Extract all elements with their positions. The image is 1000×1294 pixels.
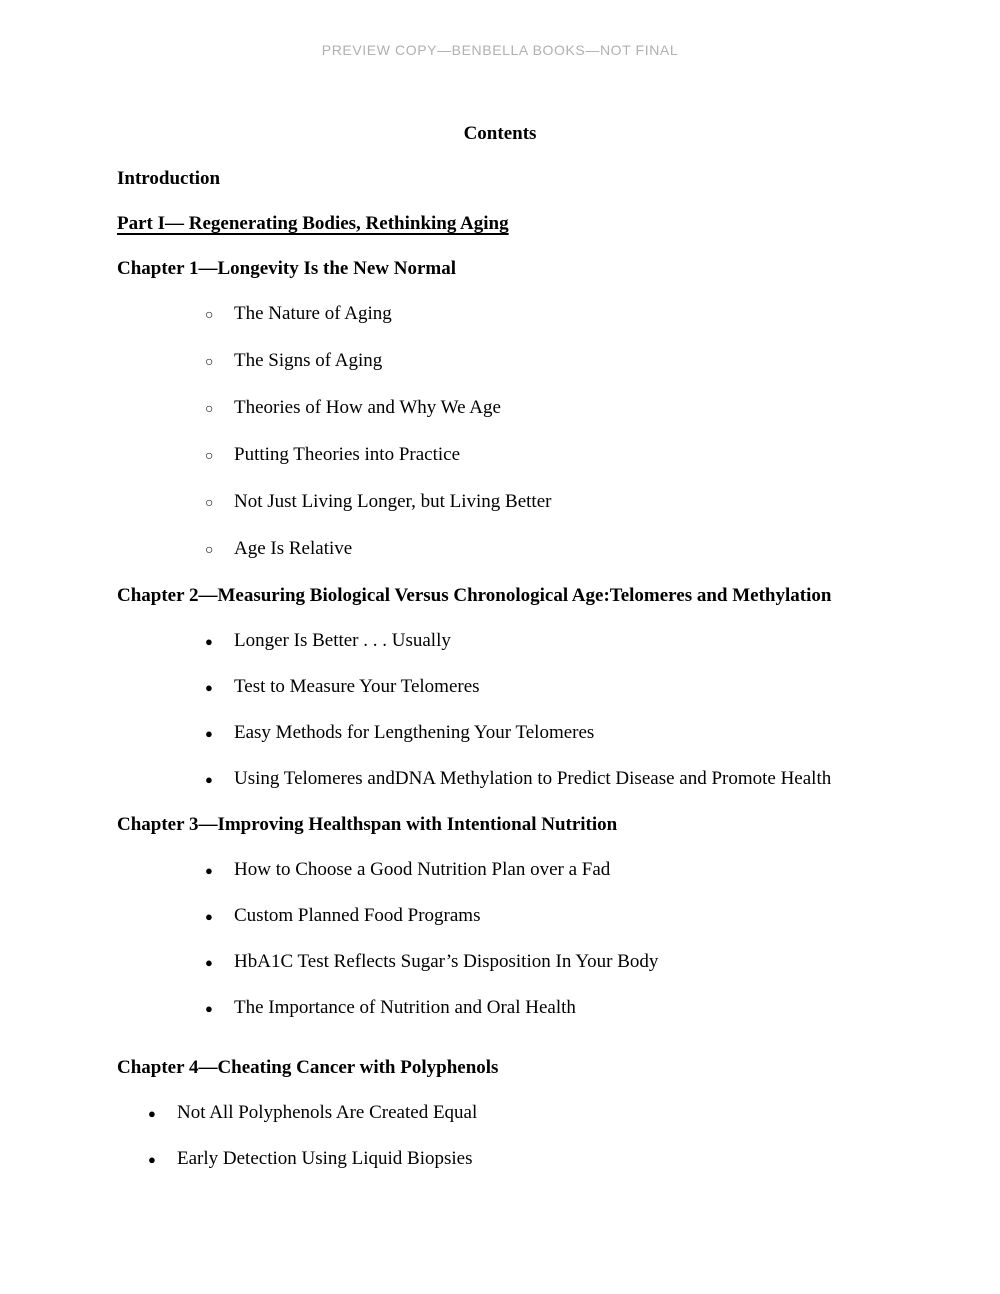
circle-bullet-icon: ○ bbox=[205, 308, 214, 323]
toc-item bbox=[117, 893, 960, 939]
page-title: Contents bbox=[463, 123, 537, 144]
toc-item bbox=[117, 432, 960, 479]
toc-item bbox=[117, 526, 960, 573]
chapter-heading: Chapter 1—Longevity Is the New Normal bbox=[117, 258, 456, 279]
toc-item-label: Early Detection Using Liquid Biopsies bbox=[177, 1148, 473, 1169]
toc-section bbox=[117, 246, 960, 573]
chapter-heading: Chapter 4—Cheating Cancer with Polyphenols bbox=[117, 1057, 499, 1078]
toc-section bbox=[117, 201, 960, 246]
circle-bullet-icon: ○ bbox=[205, 543, 214, 558]
toc-item-label: Putting Theories into Practice bbox=[234, 444, 461, 465]
toc-item-label: Custom Planned Food Programs bbox=[234, 905, 481, 926]
toc-item bbox=[117, 710, 960, 756]
disc-bullet-icon: ● bbox=[205, 726, 213, 741]
toc-item-label: How to Choose a Good Nutrition Plan over a Fad bbox=[234, 859, 611, 880]
disc-bullet-icon: ● bbox=[205, 680, 213, 695]
circle-bullet-icon: ○ bbox=[205, 496, 214, 511]
toc-item bbox=[117, 664, 960, 710]
toc-item bbox=[117, 385, 960, 432]
toc-section bbox=[117, 802, 960, 1031]
toc-item-label: HbA1C Test Reflects Sugar’s Disposition In Your Body bbox=[234, 951, 659, 972]
toc-item-label: Test to Measure Your Telomeres bbox=[234, 676, 480, 697]
toc-item-label: Age Is Relative bbox=[234, 538, 353, 559]
disc-bullet-icon: ● bbox=[205, 1001, 213, 1016]
toc-item bbox=[117, 847, 960, 893]
toc-item-label: Theories of How and Why We Age bbox=[234, 397, 501, 418]
toc-item-label: Longer Is Better . . . Usually bbox=[234, 630, 451, 651]
toc-item bbox=[117, 338, 960, 385]
circle-bullet-icon: ○ bbox=[205, 449, 214, 464]
toc-item bbox=[117, 291, 960, 338]
toc-item-label: Easy Methods for Lengthening Your Telomeres bbox=[234, 722, 595, 743]
toc-item bbox=[117, 939, 960, 985]
disc-bullet-icon: ● bbox=[205, 863, 213, 878]
toc-section bbox=[117, 573, 960, 802]
toc-item-label: Not Just Living Longer, but Living Better bbox=[234, 491, 552, 512]
disc-bullet-icon: ● bbox=[205, 955, 213, 970]
disc-bullet-icon: ● bbox=[205, 634, 213, 649]
disc-bullet-icon: ● bbox=[148, 1106, 156, 1121]
disc-bullet-icon: ● bbox=[205, 909, 213, 924]
chapter-heading: Chapter 2—Measuring Biological Versus Chronological Age:Telomeres and Methylation bbox=[117, 585, 832, 606]
disc-bullet-icon: ● bbox=[205, 772, 213, 787]
toc-section bbox=[117, 1045, 960, 1182]
toc-item bbox=[117, 756, 960, 802]
toc-item-label: The Signs of Aging bbox=[234, 350, 383, 371]
toc-item bbox=[117, 1090, 960, 1136]
toc-item bbox=[117, 479, 960, 526]
part-heading: Part I— Regenerating Bodies, Rethinking Aging bbox=[117, 213, 509, 234]
toc-item-label: The Nature of Aging bbox=[234, 303, 392, 324]
circle-bullet-icon: ○ bbox=[205, 355, 214, 370]
toc-item bbox=[117, 1136, 960, 1182]
chapter-heading: Chapter 3—Improving Healthspan with Intentional Nutrition bbox=[117, 814, 618, 835]
preview-watermark: PREVIEW COPY—BENBELLA BOOKS—NOT FINAL bbox=[321, 42, 679, 58]
toc-item bbox=[117, 618, 960, 664]
toc-item-label: Using Telomeres andDNA Methylation to Predict Disease and Promote Health bbox=[234, 768, 832, 789]
section-heading: Introduction bbox=[117, 168, 221, 189]
circle-bullet-icon: ○ bbox=[205, 402, 214, 417]
disc-bullet-icon: ● bbox=[148, 1152, 156, 1167]
toc-item bbox=[117, 985, 960, 1031]
toc-sections bbox=[117, 156, 960, 1182]
toc-section bbox=[117, 156, 960, 201]
toc-item-label: Not All Polyphenols Are Created Equal bbox=[177, 1102, 478, 1123]
toc-item-label: The Importance of Nutrition and Oral Health bbox=[234, 997, 576, 1018]
